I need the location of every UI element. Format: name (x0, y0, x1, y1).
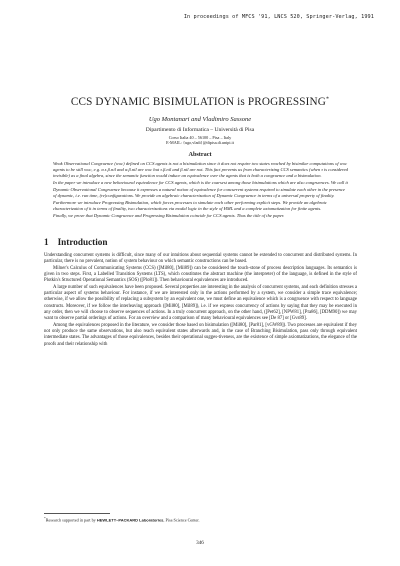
title-footnote-mark: * (325, 96, 330, 103)
section-heading (44, 237, 107, 247)
footnote-rule (44, 513, 110, 514)
body-paragraph: Understanding concurrent systems is difficult, since many of our intuitions about sequential systems cannot be extended to concurrent and distributed systems. In particular, there is no prevalent, notion of system behaviour on which semantic constructions can be based. (44, 253, 357, 265)
email-address: E-MAIL: {ugo,vladi}@dipisa.di.unipi.it (166, 140, 234, 146)
address-block (0, 135, 400, 146)
footnote-mark: * (44, 516, 46, 520)
section-title: Introduction (57, 237, 108, 247)
footnote-sponsor: HEWLETT–PACKARD Laboratories (96, 517, 164, 523)
publication-header: In proceedings of MFCS '91, LNCS 520, Springer-Verlag, 1991 (183, 14, 374, 20)
abstract-paragraph: In the paper we introduce a new behavioural equivalence for CCS agents, which is the coarsest among those bisimulations which are also congruences. We call it Dynamic Observational Congruence because it expresses a natural notion of equivalence for concurrent systems required to simulate each other in the presence of dynamic, i.e. run time, (re)configurations. We provide an algebraic characterization of Dynamic Congruence in terms of a universal property of finality. (53, 180, 348, 198)
authors: Ugo Montanari and Vladimiro Sassone (148, 116, 252, 123)
body-text (44, 253, 357, 348)
postal-address: Corso Italia 40 – 56100 – Pisa – Italy (168, 135, 232, 140)
paper-title (0, 96, 400, 108)
body-paragraph: A large number of such equivalences have been proposed. Several properties are interesting in the analysis of concurrent systems, and each definition stresses a particular aspect of systems behaviour. For instance, if we are interested only in the actions performed by a system, we consider a simple trace equivalence; otherwise, if we allow the possibility of replacing a subsystem by an equivalent one, we must define an equivalence which is a congruence with respect to language constructs. Moreover, if we follow the interleaving approach ([Mil80], [Mil89]), i.e. if we express concurrency of actions by saying that they may be executed in any order, then we will choose to observe sequences of actions. In a truly concurrent approach, on the other hand, ([Pet62], [NPW81], [Pra86], [DDM90]) we may want to observe partial orderings of actions. For an overview and a comparison of many behavioural equivalences see [De 87] or [Gvs89]. (44, 284, 357, 322)
footnote (44, 516, 357, 522)
body-paragraph: Milner's Calculus of Communicating Systems (CCS) ([Mil80], [Mil89]) can be considered the touch-stone of process description languages. Its semantics is given in two steps. First, a Labelled Transition Systems (LTS), which constitutes the abstract machine (the interpreter) of the language, is defined in the style of Plotkin's Structured Operational Semantics (SOS) ([Plo81]). Then behavioural equivalences are introduced. (44, 265, 357, 284)
body-paragraph: Among the equivalences proposed in the literature, we consider those based on bisimulation ([Mil80], [Par81], [vGW89]). Two processes are equivalent if they not only produce the same observations, but also reach equivalent states afterwards and, in the case of Branching Bisimulation, pass only through equivalent intermediate states. The advantages of those equivalences, besides their operational sugges-tiveness, are the existence of simple axiomatizations, the elegance of the proofs and their relationship with (44, 322, 357, 347)
abstract-heading: Abstract (188, 151, 212, 158)
abstract-paragraph: Weak Observational Congruence (woc) defined on CCS agents is not a bisimulation since it does not require two states reached by bisimilar computations of woc agents to be still woc, e.g. α.τ.β.nil and α.β.nil are woc but τ.β.nil and β.nil are not. This fact prevents us from characterizing CCS semantics (when τ is considered invisible) as a final algebra, since the semantic function would induce an equivalence over the agents that is both a congruence and a bisimulation. (53, 161, 348, 179)
abstract-paragraph: Furthermore we introduce Progressing Bisimulation, which forces processes to simulate each other performing explicit steps. We provide an algebraic characterization of it in terms of finality, two characterizations via modal logic in the style of HML and a complete axiomatization for finite agents. (53, 199, 327, 212)
affiliation: Dipartimento di Informatica – Università di Pisa (145, 127, 255, 133)
page-number: 346 (196, 540, 204, 546)
abstract-paragraph: Finally, we prove that Dynamic Congruence and Progressing Bisimulation coincide for CCS agents. Thus the title of the paper. (53, 213, 285, 219)
footnote-suffix: , Pisa Science Center. (163, 517, 200, 523)
section-number: 1 (44, 237, 49, 247)
footnote-prefix: Research supported in part by (45, 517, 96, 523)
title-text: CCS DYNAMIC BISIMULATION is PROGRESSING (70, 96, 326, 108)
abstract (53, 161, 349, 221)
